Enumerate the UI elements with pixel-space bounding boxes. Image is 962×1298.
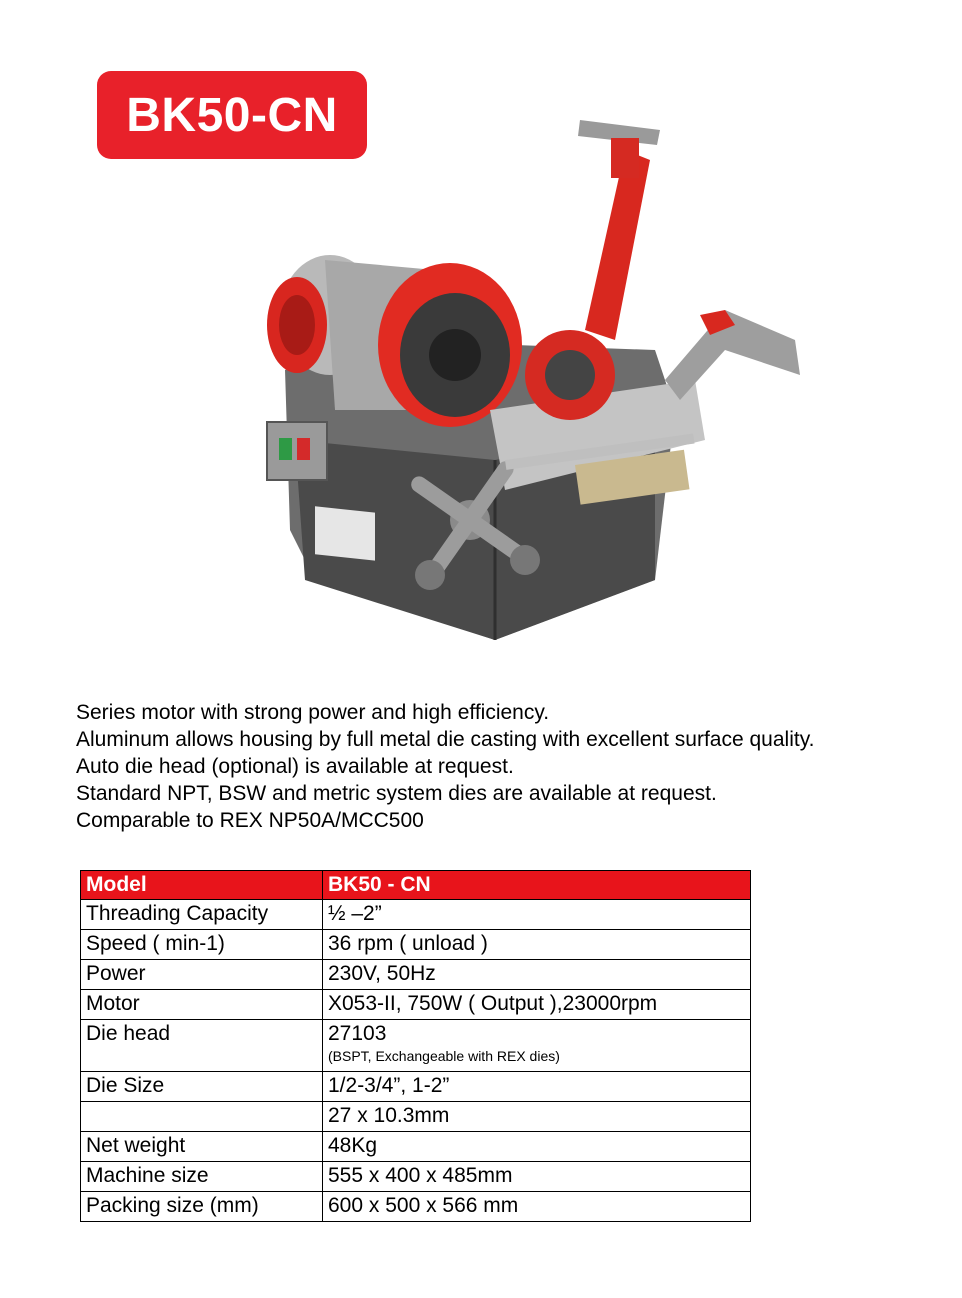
header-label: Model <box>81 871 323 900</box>
feature-item: Comparable to REX NP50A/MCC500 <box>76 809 424 832</box>
table-header-row <box>81 871 751 900</box>
table-row <box>81 960 751 990</box>
row-label: Die head <box>81 1020 323 1072</box>
row-label <box>81 1102 323 1132</box>
row-value: 555 x 400 x 485mm <box>323 1162 751 1192</box>
die-head-note: (BSPT, Exchangeable with REX dies) <box>328 1048 560 1064</box>
row-label: Packing size (mm) <box>81 1192 323 1222</box>
row-value: 48Kg <box>323 1132 751 1162</box>
row-label: Motor <box>81 990 323 1020</box>
feature-list <box>76 699 956 834</box>
pipe-threading-machine-image <box>255 110 815 650</box>
table-row <box>81 930 751 960</box>
table-row <box>81 900 751 930</box>
specifications-table <box>80 870 751 1222</box>
row-value: 600 x 500 x 566 mm <box>323 1192 751 1222</box>
row-value: X053-II, 750W ( Output ),23000rpm <box>323 990 751 1020</box>
row-label: Threading Capacity <box>81 900 323 930</box>
table-row <box>81 1020 751 1072</box>
row-value: 1/2-3/4”, 1-2” <box>323 1072 751 1102</box>
row-label: Power <box>81 960 323 990</box>
table-row <box>81 1132 751 1162</box>
feature-item: Aluminum allows housing by full metal die casting with excellent surface quality. <box>76 728 815 751</box>
row-label: Speed ( min-1) <box>81 930 323 960</box>
header-value: BK50 - CN <box>323 871 751 900</box>
feature-item: Standard NPT, BSW and metric system dies are available at request. <box>76 782 717 805</box>
row-value <box>323 1020 751 1072</box>
die-head-value: 27103 <box>328 1022 387 1045</box>
row-label: Net weight <box>81 1132 323 1162</box>
row-value: 27 x 10.3mm <box>323 1102 751 1132</box>
row-value: ½ –2” <box>323 900 751 930</box>
model-badge: BK50-CN <box>97 71 367 159</box>
table-row <box>81 1162 751 1192</box>
table-row <box>81 1072 751 1102</box>
table-row <box>81 1102 751 1132</box>
row-value: 36 rpm ( unload ) <box>323 930 751 960</box>
table-row <box>81 1192 751 1222</box>
row-label: Machine size <box>81 1162 323 1192</box>
feature-item: Auto die head (optional) is available at request. <box>76 755 514 778</box>
feature-item: Series motor with strong power and high efficiency. <box>76 701 550 724</box>
row-label: Die Size <box>81 1072 323 1102</box>
table-row <box>81 990 751 1020</box>
row-value: 230V, 50Hz <box>323 960 751 990</box>
